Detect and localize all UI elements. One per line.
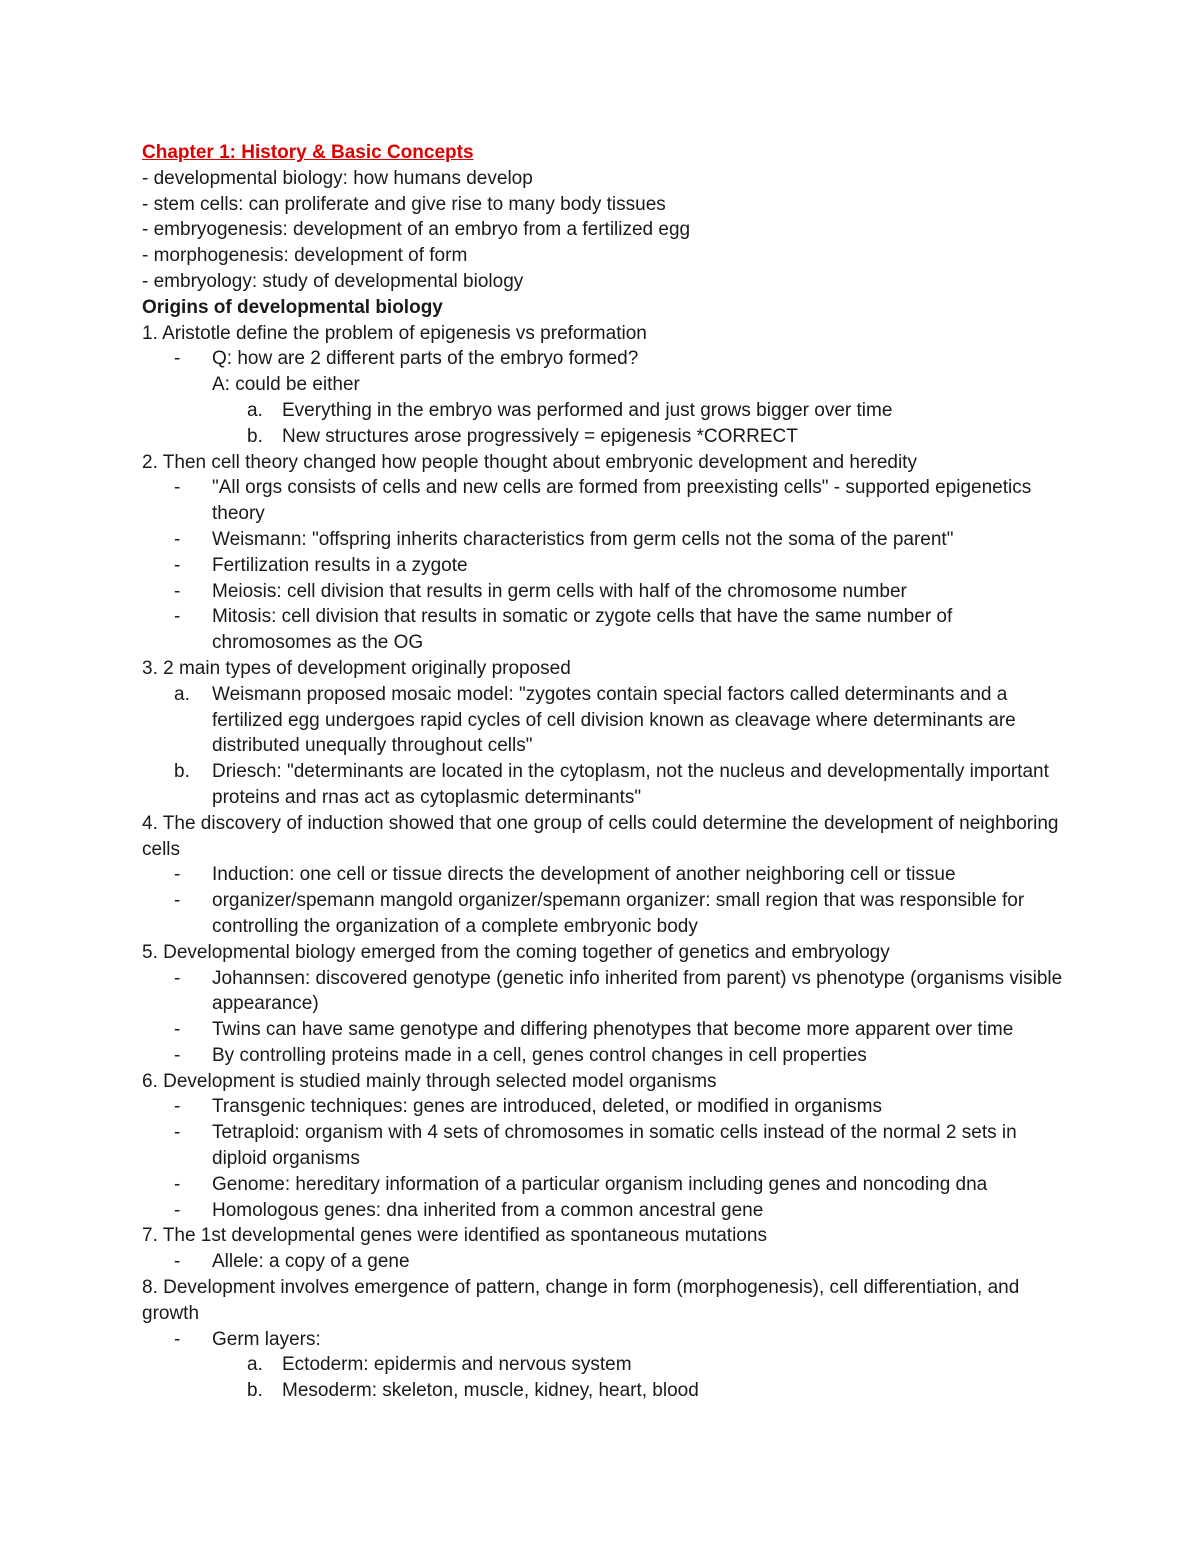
list-marker: a. [247, 399, 263, 421]
lettered-text: Everything in the embryo was performed and just grows bigger over time [282, 399, 893, 421]
numbered-text: 4. The discovery of induction showed that one group of cells could determine the development of neighboring cells [142, 812, 1059, 860]
lettered-item [142, 398, 1072, 424]
numbered-item: 1. Aristotle define the problem of epigenesis vs preformation [142, 322, 647, 344]
bullet-item [142, 1094, 1072, 1120]
list-marker: a. [247, 1354, 263, 1376]
bullet-text: Tetraploid: organism with 4 sets of chromosomes in somatic cells instead of the normal 2 sets in diploid organisms [212, 1122, 1017, 1170]
bullet-text: "All orgs consists of cells and new cells are formed from preexisting cells" - supported epigenetics theory [212, 477, 1032, 525]
list-marker: - [174, 1044, 181, 1066]
bullet-item [142, 527, 1072, 553]
list-marker: - [174, 864, 181, 886]
numbered-item [142, 811, 1072, 863]
bullet-item [142, 862, 1072, 888]
lettered-text: Mesoderm: skeleton, muscle, kidney, heart, blood [282, 1380, 699, 1402]
lettered-item [142, 424, 1072, 450]
list-marker: - [174, 580, 181, 602]
lettered-text: Ectoderm: epidermis and nervous system [282, 1354, 632, 1376]
intro-line: - embryogenesis: development of an embryo from a fertilized egg [142, 219, 691, 241]
numbered-item: 5. Developmental biology emerged from the coming together of genetics and embryology [142, 941, 890, 963]
bullet-item [142, 1172, 1072, 1198]
intro-line: - embryology: study of developmental biology [142, 270, 524, 292]
chapter-title: Chapter 1: History & Basic Concepts [142, 142, 474, 163]
list-marker: - [174, 477, 181, 499]
list-marker: - [174, 1122, 181, 1144]
lettered-item [142, 682, 1072, 759]
numbered-item: 6. Development is studied mainly through selected model organisms [142, 1070, 717, 1092]
bullet-continuation: A: could be either [212, 374, 360, 396]
bullet-text: Weismann: "offspring inherits characteristics from germ cells not the soma of the parent" [212, 528, 954, 550]
bullet-item [142, 1327, 1072, 1353]
section-heading: Origins of developmental biology [142, 296, 443, 318]
lettered-item [142, 1378, 1072, 1404]
bullet-text: Mitosis: cell division that results in somatic or zygote cells that have the same number of chromosomes as the OG [212, 606, 953, 654]
bullet-item [142, 579, 1072, 605]
bullet-item [142, 966, 1072, 1018]
bullet-item [142, 553, 1072, 579]
bullet-item [142, 1017, 1072, 1043]
list-marker: - [174, 1328, 181, 1350]
document-body [142, 140, 1072, 1404]
bullet-item [142, 1198, 1072, 1224]
list-marker: - [174, 1173, 181, 1195]
bullet-text: organizer/spemann mangold organizer/spemann organizer: small region that was responsible for controlling the organization of a complete embryonic body [212, 890, 1025, 937]
lettered-item [142, 1352, 1072, 1378]
bullet-text: By controlling proteins made in a cell, genes control changes in cell properties [212, 1044, 867, 1066]
bullet-item [142, 604, 1072, 656]
bullet-item [142, 475, 1072, 527]
list-marker: - [174, 1199, 181, 1221]
list-marker: - [174, 967, 181, 989]
bullet-text: Allele: a copy of a gene [212, 1251, 410, 1273]
list-marker: - [174, 1251, 181, 1273]
lettered-text: New structures arose progressively = epigenesis *CORRECT [282, 425, 798, 447]
numbered-item: 2. Then cell theory changed how people thought about embryonic development and heredity [142, 451, 917, 473]
intro-line: - morphogenesis: development of form [142, 245, 468, 267]
bullet-item [142, 1249, 1072, 1275]
bullet-text: Q: how are 2 different parts of the embryo formed? [212, 348, 639, 370]
bullet-item [142, 888, 1072, 940]
list-marker: - [174, 890, 181, 912]
lettered-text: Weismann proposed mosaic model: "zygotes contain special factors called determinants and a fertilized egg undergoes rapid cycles of cell division known as cleavage where determinants are distributed unequally throughout cells" [212, 683, 1016, 757]
bullet-text: Transgenic techniques: genes are introduced, deleted, or modified in organisms [212, 1096, 882, 1118]
numbered-item [142, 1275, 1072, 1327]
bullet-text: Fertilization results in a zygote [212, 554, 468, 576]
lettered-text: Driesch: "determinants are located in the cytoplasm, not the nucleus and developmentally important proteins and rnas act as cytoplasmic determinants" [212, 761, 1049, 808]
list-marker: b. [247, 425, 263, 447]
bullet-text: Johannsen: discovered genotype (genetic info inherited from parent) vs phenotype (organisms visible appearance) [212, 967, 1063, 1015]
bullet-item [142, 1043, 1072, 1069]
list-marker: b. [247, 1380, 263, 1402]
bullet-item [142, 1120, 1072, 1172]
list-marker: b. [174, 761, 190, 783]
list-marker: - [174, 606, 181, 628]
lettered-item [142, 759, 1072, 811]
bullet-item [142, 346, 1072, 372]
bullet-text: Meiosis: cell division that results in germ cells with half of the chromosome number [212, 580, 907, 602]
bullet-text: Twins can have same genotype and differing phenotypes that become more apparent over time [212, 1019, 1014, 1041]
intro-line: - developmental biology: how humans develop [142, 167, 533, 189]
list-marker: - [174, 1019, 181, 1041]
bullet-text: Induction: one cell or tissue directs the development of another neighboring cell or tissue [212, 864, 956, 886]
list-marker: - [174, 554, 181, 576]
list-marker: a. [174, 683, 190, 705]
bullet-text: Homologous genes: dna inherited from a common ancestral gene [212, 1199, 764, 1221]
numbered-item: 3. 2 main types of development originally proposed [142, 657, 571, 679]
bullet-text: Genome: hereditary information of a particular organism including genes and noncoding dna [212, 1173, 988, 1195]
intro-line: - stem cells: can proliferate and give rise to many body tissues [142, 193, 666, 215]
bullet-text: Germ layers: [212, 1328, 321, 1350]
list-marker: - [174, 348, 181, 370]
list-marker: - [174, 1096, 181, 1118]
numbered-item: 7. The 1st developmental genes were identified as spontaneous mutations [142, 1225, 767, 1247]
list-marker: - [174, 528, 181, 550]
numbered-text: 8. Development involves emergence of pattern, change in form (morphogenesis), cell differentiation, and growth [142, 1277, 1020, 1324]
